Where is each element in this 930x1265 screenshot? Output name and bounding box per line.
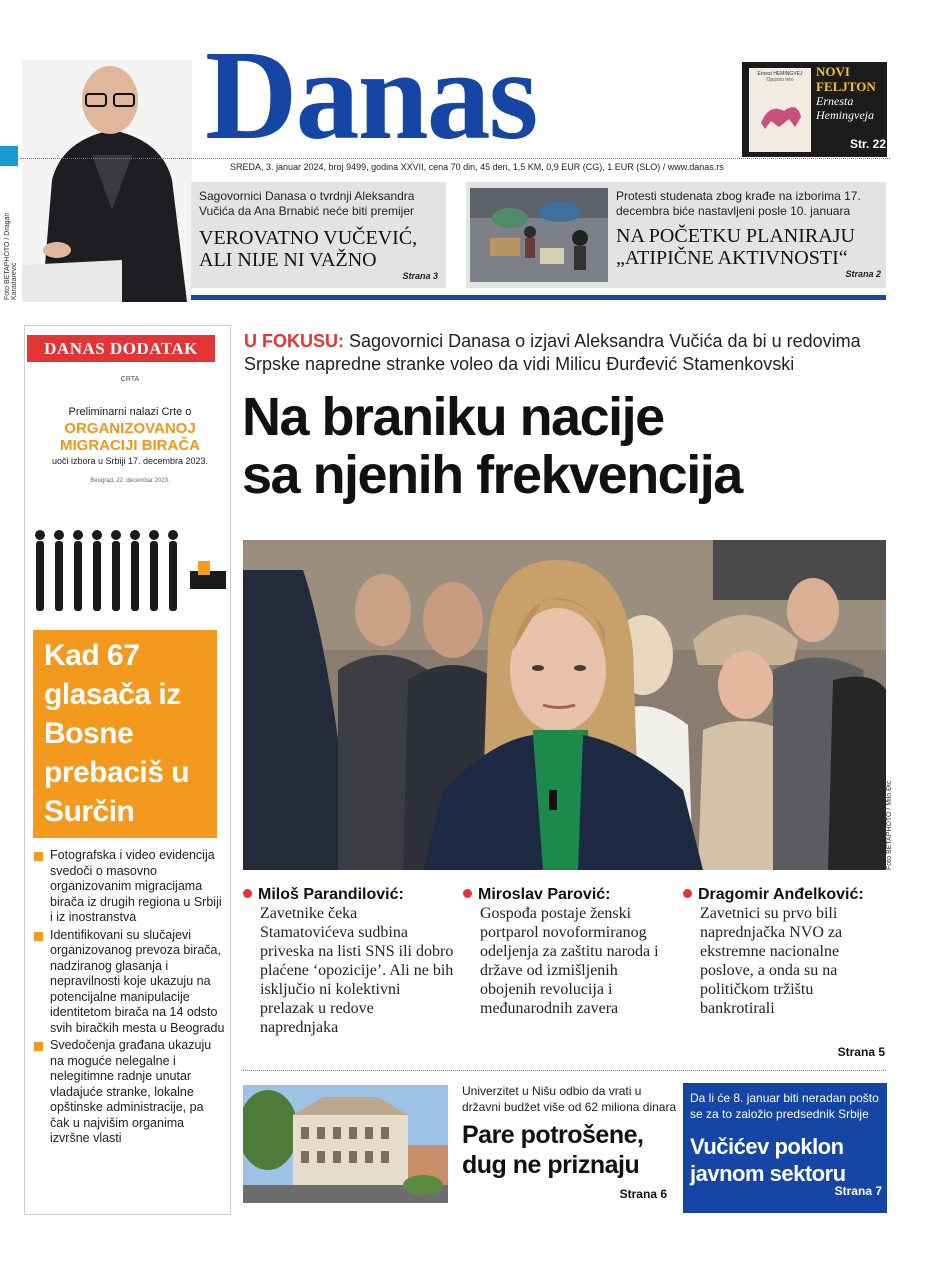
book-title: Opasno leto xyxy=(766,77,794,83)
divider xyxy=(243,1070,886,1071)
kicker-text: Sagovornici Danasa o izjavi Aleksandra Vučića da bi u redovima Srpske napredne stranke voleo da vidi Milicu Đurđević Stamenkovski xyxy=(244,331,861,374)
teaser-page-ref: Strana 3 xyxy=(402,271,438,281)
crta-logo: CRTA xyxy=(120,376,140,383)
teaser-kicker: Sagovornici Danasa o tvrdnji Aleksandra Vučića da Ana Brnabić neće biti premijer xyxy=(199,189,415,218)
main-photo xyxy=(243,540,886,870)
bullet-item xyxy=(34,1038,226,1147)
bullet-item xyxy=(34,928,226,1037)
bottom-right-kicker: Da li će 8. januar biti neradan pošto se za to založio predsednik Srbije xyxy=(690,1091,879,1121)
book-cover-image xyxy=(749,68,811,152)
quote-speaker-name: Miloš Parandilović: xyxy=(258,886,404,903)
quote-speaker xyxy=(683,885,888,904)
red-dot-icon xyxy=(683,889,692,898)
main-page-ref: Strana 5 xyxy=(837,1045,885,1059)
bullet-square-icon xyxy=(34,932,43,941)
photo-credit: Foto BETAPHOTO / Dragan Karadarević xyxy=(4,212,18,300)
masthead-logo: Danas xyxy=(205,24,537,166)
supplement-bullets xyxy=(34,848,226,1149)
feuilleton-line: Hemingveja xyxy=(816,108,874,122)
divider xyxy=(20,158,890,159)
main-headline[interactable] xyxy=(242,388,892,504)
feuilleton-line: Ernesta xyxy=(816,94,854,108)
bottom-center-page-ref: Strana 6 xyxy=(619,1187,667,1201)
quote-speaker-name: Dragomir Anđelković: xyxy=(698,886,864,903)
bullet-text: Svedočenja građana ukazuju na moguće nelegalne i nelegitimne radnje unutar vladajuće stranke, lokalne opštinske administracije, pa čak u najvišim organima izvršne vlasti xyxy=(50,1038,212,1145)
minister-photo xyxy=(22,60,192,302)
university-building-photo xyxy=(243,1085,448,1203)
red-dot-icon xyxy=(463,889,472,898)
bullet-square-icon xyxy=(34,852,43,861)
supplement-subtitle: uoči izbora u Srbiji 17. decembra 2023. xyxy=(51,456,209,466)
bottom-center-headline[interactable]: Pare potrošene, dug ne priznaju xyxy=(462,1121,644,1179)
protest-photo xyxy=(470,188,608,282)
headline-line: sa njenih frekvencija xyxy=(242,445,742,505)
quote-text: Gospođa postaje ženski portparol novoformiranog odeljenja za zaštitu naroda i države od izmišljenih obojenih revolucija i međunarodnih zavera xyxy=(480,905,659,1017)
bottom-right-headline: Vučićev poklon javnom sektoru xyxy=(690,1134,846,1186)
supplement-intro: Preliminarni nalazi Crte o xyxy=(68,406,192,418)
teaser-page-ref: Strana 2 xyxy=(845,269,881,279)
supplement-tag: DANAS DODATAK xyxy=(27,335,215,362)
bullet-text: Fotografska i video evidencija svedoči o masovno organizovanim migracijama birača iz drugih regiona u Srbiji i iz inostranstva xyxy=(50,848,222,924)
red-dot-icon xyxy=(243,889,252,898)
teaser-right[interactable] xyxy=(466,182,886,288)
supplement-title: ORGANIZOVANOJ MIGRACIJI BIRAČA xyxy=(59,420,200,454)
divider xyxy=(191,295,886,300)
quote-block xyxy=(683,885,888,1018)
main-kicker xyxy=(244,330,884,376)
supplement-date: Beograd, 22. decembar 2023. xyxy=(90,478,170,484)
bottom-center-kicker: Univerzitet u Nišu odbio da vrati u državni budžet više od 62 miliona dinara xyxy=(462,1084,677,1114)
supplement-headline: Kad 67 glasača iz Bosne prebaciš u Surčin xyxy=(44,639,190,828)
feuilleton-text xyxy=(816,64,886,122)
quote-speaker xyxy=(463,885,675,904)
feuilleton-page-ref: Str. 22 xyxy=(849,137,886,151)
quote-block xyxy=(463,885,675,1018)
photo-credit: Foto BETAPHOTO / Milo Đić xyxy=(886,780,893,870)
teaser-headline: NA POČETKU PLANIRAJU „ATIPIČNE AKTIVNOSTI“ xyxy=(616,225,855,269)
teaser-headline: VEROVATNO VUČEVIĆ, ALI NIJE NI VAŽNO xyxy=(199,227,418,271)
voter-silhouettes-illustration xyxy=(30,525,230,620)
dateline: SREDA, 3. januar 2024, broj 9499, godina XXVII, cena 70 din, 45 den, 1,5 KM, 0,9 EUR (CG), 1 EUR (SLO) / www.danas.rs xyxy=(230,162,724,172)
quote-speaker xyxy=(243,885,455,904)
quote-text: Zavetnici su prvo bili naprednjačka NVO za ekstremne nacionalne poslove, a onda su na političkom tržištu bankrotirali xyxy=(700,905,843,1017)
bottom-right-page-ref: Strana 7 xyxy=(834,1184,882,1198)
bullet-text: Identifikovani su slučajevi organizovanog prevoza birača, nadziranog glasanja i nepravilnosti koje ukazuju na potencijalne manipulacije identitetom birača na 14 odsto svih biračkih mesta u Beogradu xyxy=(50,927,225,1035)
teaser-left[interactable] xyxy=(191,182,446,288)
decorative-square xyxy=(0,146,18,166)
book-author: Ernest HEMINGVEJ xyxy=(757,71,803,77)
feuilleton-line: FELJTON xyxy=(816,79,876,94)
kicker-label: U FOKUSU: xyxy=(244,331,344,351)
bullet-item xyxy=(34,848,226,926)
quote-speaker-name: Miroslav Parović: xyxy=(478,886,611,903)
bullet-square-icon xyxy=(34,1042,43,1051)
teaser-kicker: Protesti studenata zbog krađe na izborima 17. decembra biće nastavljeni posle 10. januara xyxy=(616,189,861,218)
feuilleton-line: NOVI xyxy=(816,64,850,79)
quote-text: Zavetnike čeka Stamatovićeva sudbina priveska na listi SNS ili dobro plaćene ‘opozicije’. Ali ne bih isključio ni kolektivni prelazak u redove naprednjaka xyxy=(260,905,454,1036)
headline-line: Na braniku nacije xyxy=(242,387,664,447)
quote-block xyxy=(243,885,455,1037)
